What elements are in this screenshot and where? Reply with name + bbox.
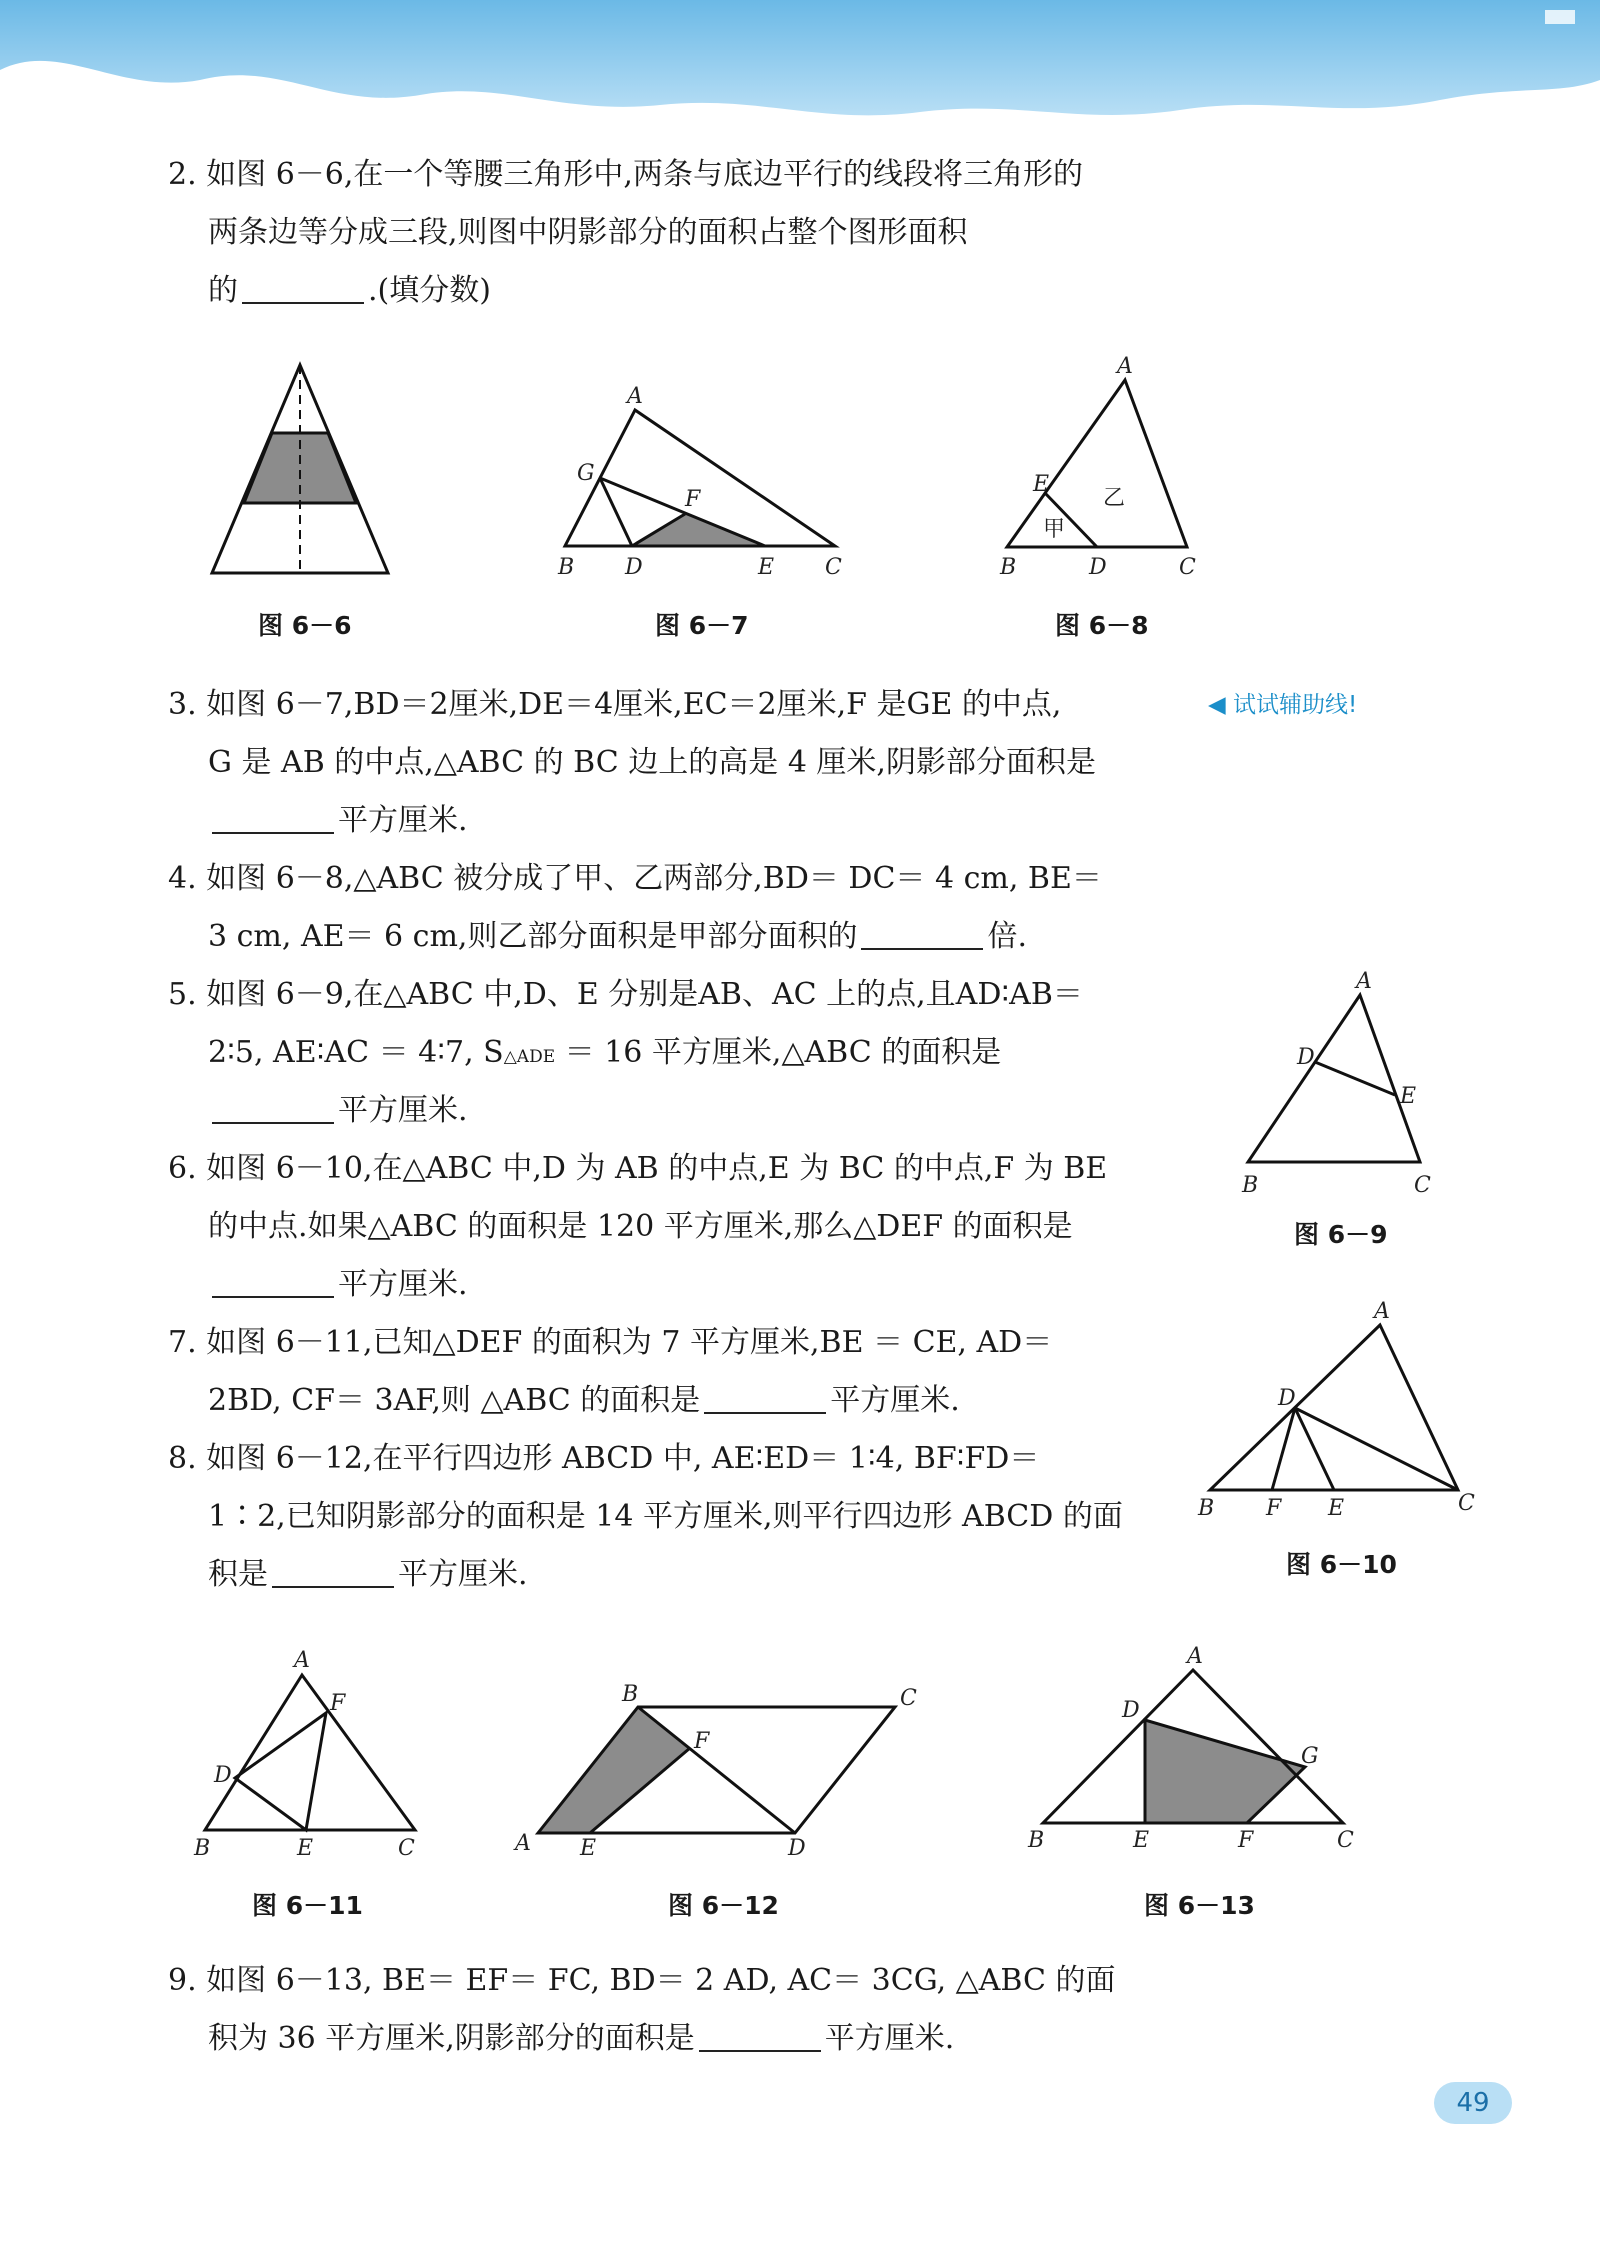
label-b: B (1198, 1496, 1215, 1521)
label-g: G (1301, 1744, 1319, 1769)
caption-6-7: 图 6－7 (655, 611, 749, 640)
problem-8-line-2: 1∶2,已知阴影部分的面积是 14 平方厘米,则平行四边形 ABCD 的面 (208, 1499, 1123, 1534)
label-e: E (1033, 472, 1050, 497)
label-a: A (294, 1648, 310, 1673)
label-b: B (1028, 1828, 1045, 1853)
label-e: E (1133, 1828, 1150, 1853)
label-d: D (1278, 1386, 1296, 1411)
label-e: E (297, 1836, 314, 1861)
caption-6-11: 图 6－11 (252, 1891, 363, 1920)
label-e: E (580, 1836, 597, 1861)
label-d: D (625, 555, 643, 580)
label-c: C (1414, 1173, 1431, 1198)
label-b: B (1000, 555, 1017, 580)
answer-blank (861, 947, 983, 950)
problem-5-line-3: 平方厘米. (208, 1082, 468, 1140)
label-c: C (825, 555, 842, 580)
page-number: 49 (1434, 2082, 1512, 2124)
label-b: B (558, 555, 575, 580)
triangle-def (235, 1713, 326, 1830)
caption-6-9: 图 6－9 (1294, 1220, 1388, 1249)
caption-6-12: 图 6－12 (668, 1891, 779, 1920)
figure-6-11 (190, 1645, 430, 1865)
label-d: D (1297, 1045, 1315, 1070)
triangle-abc (1007, 380, 1187, 547)
triangle-abc (1248, 995, 1420, 1162)
label-e: E (758, 555, 775, 580)
label-d: D (1089, 555, 1107, 580)
hint-note: ◀ 试试辅助线! (1208, 692, 1358, 718)
caption-6-6: 图 6－6 (258, 611, 352, 640)
label-f: F (1238, 1828, 1254, 1853)
label-d: D (788, 1836, 806, 1861)
label-a: A (1356, 970, 1372, 994)
problem-3-line-2: G 是 AB 的中点,△ABC 的 BC 边上的高是 4 厘米,阴影部分面积是 (208, 745, 1096, 780)
problem-5-line-1: 5. 如图 6－9,在△ABC 中,D、E 分别是AB、AC 上的点,且AD∶AB＝ (168, 977, 1083, 1012)
label-c: C (1179, 555, 1196, 580)
segment-dc (1295, 1408, 1458, 1490)
caption-6-10: 图 6－10 (1286, 1550, 1397, 1579)
figure-6-8 (995, 355, 1215, 585)
figure-6-9 (1230, 970, 1440, 1200)
answer-blank (212, 831, 334, 834)
problem-2-line-2: 两条边等分成三段,则图中阴影部分的面积占整个图形面积 (208, 215, 968, 250)
label-a: A (627, 384, 643, 409)
label-f: F (694, 1729, 710, 1754)
answer-blank (212, 1121, 334, 1124)
label-f: F (330, 1691, 346, 1716)
label-a: A (1374, 1299, 1390, 1324)
answer-blank (212, 1295, 334, 1298)
label-d: D (1122, 1698, 1140, 1723)
triangle-abc (1210, 1325, 1458, 1490)
label-c: C (900, 1686, 917, 1711)
problem-9-line-1: 9. 如图 6－13, BE＝ EF＝ FC, BD＝ 2 AD, AC＝ 3CG, △ABC 的面 (168, 1963, 1116, 1998)
label-jia: 甲 (1043, 517, 1066, 542)
problem-9-line-2: 积为 36 平方厘米,阴影部分的面积是 平方厘米. (208, 2021, 955, 2056)
label-a: A (1117, 355, 1133, 379)
answer-blank (242, 301, 364, 304)
figure-6-12 (510, 1675, 930, 1870)
figure-6-7 (555, 380, 855, 590)
label-a: A (1187, 1645, 1203, 1669)
label-c: C (1458, 1491, 1475, 1516)
problem-6-line-2: 的中点.如果△ABC 的面积是 120 平方厘米,那么△DEF 的面积是 (208, 1209, 1073, 1244)
problem-2-line-3: 的 .(填分数) (208, 273, 491, 308)
label-e: E (1328, 1496, 1345, 1521)
problem-4-line-2: 3 cm, AE＝ 6 cm,则乙部分面积是甲部分面积的 倍. (208, 919, 1027, 954)
label-f: F (1266, 1496, 1282, 1521)
header-banner (0, 0, 1600, 150)
problem-8-line-1: 8. 如图 6－12,在平行四边形 ABCD 中, AE∶ED＝ 1∶4, BF∶FD＝ (168, 1441, 1040, 1476)
label-f: F (685, 487, 701, 512)
caption-6-8: 图 6－8 (1055, 611, 1149, 640)
label-c: C (1337, 1828, 1354, 1853)
problem-7-line-1: 7. 如图 6－11,已知△DEF 的面积为 7 平方厘米,BE ＝ CE, AD＝ (168, 1325, 1053, 1360)
label-c: C (398, 1836, 415, 1861)
segment-de (1315, 1062, 1395, 1095)
figure-6-13 (1025, 1645, 1365, 1865)
segment-de (1295, 1408, 1334, 1490)
label-b: B (194, 1836, 211, 1861)
problem-5-line-2: 2∶5, AE∶AC ＝ 4∶7, S△ADE ＝ 16 平方厘米,△ABC 的面积是 (208, 1035, 1002, 1070)
label-g: G (577, 461, 595, 486)
shaded-quadrilateral (1145, 1720, 1305, 1823)
problem-3-line-1: 3. 如图 6－7,BD＝2厘米,DE＝4厘米,EC＝2厘米,F 是GE 的中点, (168, 687, 1062, 722)
problem-8-line-3: 积是 平方厘米. (208, 1557, 528, 1592)
caption-6-13: 图 6－13 (1144, 1891, 1255, 1920)
problem-6-line-3: 平方厘米. (208, 1256, 468, 1314)
figure-6-10 (1190, 1290, 1480, 1530)
label-a: A (515, 1831, 531, 1856)
answer-blank (704, 1411, 826, 1414)
problem-2-line-1: 2. 如图 6－6,在一个等腰三角形中,两条与底边平行的线段将三角形的 (168, 157, 1083, 192)
answer-blank (699, 2049, 821, 2052)
answer-blank (272, 1585, 394, 1588)
problem-7-line-2: 2BD, CF＝ 3AF,则 △ABC 的面积是 平方厘米. (208, 1383, 960, 1418)
label-b: B (622, 1682, 639, 1707)
problem-6-line-1: 6. 如图 6－10,在△ABC 中,D 为 AB 的中点,E 为 BC 的中点,F 为 BE (168, 1151, 1108, 1186)
label-d: D (214, 1763, 232, 1788)
problem-3-line-3: 平方厘米. (208, 792, 468, 850)
label-yi: 乙 (1103, 486, 1126, 511)
label-b: B (1242, 1173, 1259, 1198)
figure-6-6 (200, 355, 410, 585)
problem-4-line-1: 4. 如图 6－8,△ABC 被分成了甲、乙两部分,BD＝ DC＝ 4 cm, BE＝ (168, 861, 1102, 896)
label-e: E (1400, 1084, 1417, 1109)
